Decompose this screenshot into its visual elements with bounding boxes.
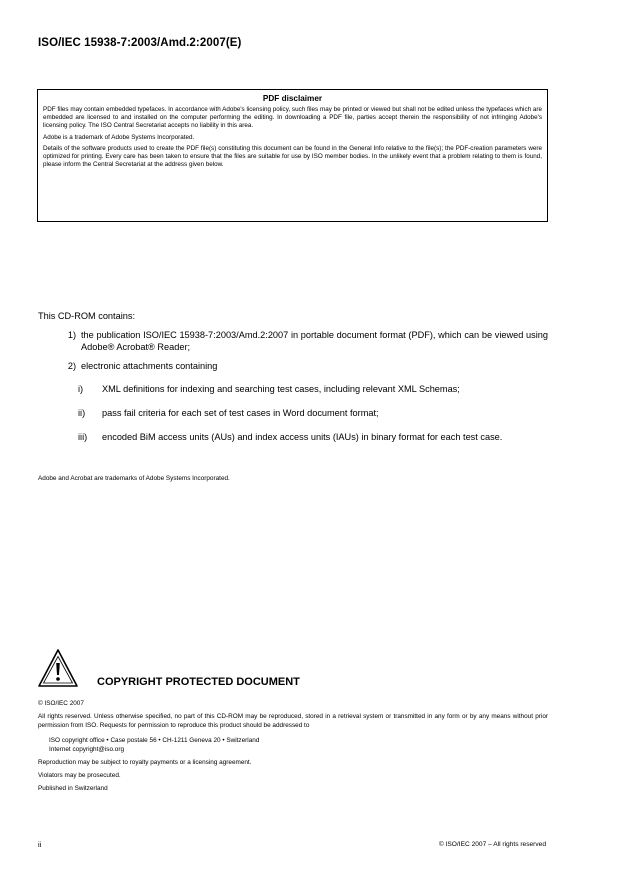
list-item xyxy=(38,361,548,373)
copyright-rights-text: All rights reserved. Unless otherwise specified, no part of this CD-ROM may be reproduced, stored in a retrieval system or transmitted in any form or by any means without prior permission from ISO. Requests for permission to reproduce this product should be addressed to xyxy=(38,713,548,729)
sub-list-item xyxy=(38,408,548,420)
warning-triangle-icon xyxy=(37,648,79,688)
list-item-text: electronic attachments containing xyxy=(81,361,218,371)
copyright-title: COPYRIGHT PROTECTED DOCUMENT xyxy=(97,676,300,688)
trademark-note: Adobe and Acrobat are trademarks of Adobe Systems Incorporated. xyxy=(38,475,230,482)
violators-note: Violators may be prosecuted. xyxy=(38,772,121,779)
list-item-number: 2) xyxy=(67,361,76,371)
copyright-internet: Internet copyright@iso.org xyxy=(49,746,125,753)
royalty-note: Reproduction may be subject to royalty payments or a licensing agreement. xyxy=(38,759,252,766)
sub-list-item-text: pass fail criteria for each set of test cases in Word document format; xyxy=(102,408,379,418)
disclaimer-paragraph-3: Details of the software products used to create the PDF file(s) constituting this document can be found in the General Info relative to the file(s); the PDF-creation parameters were optimized for printing. Every care has been taken to ensure that the files are suitable for use by ISO member bodies. In the unlikely event that a problem relating to them is found, please inform the Central Secretariat at the address given below. xyxy=(43,144,542,169)
sub-list-item-number: iii) xyxy=(78,432,88,442)
copyright-year: © ISO/IEC 2007 xyxy=(38,700,84,707)
sub-list-item-text: XML definitions for indexing and searching test cases, including relevant XML Schemas; xyxy=(102,384,460,394)
copyright-address: ISO copyright office • Case postale 56 • CH-1211 Geneva 20 • Switzerland xyxy=(49,737,260,744)
pdf-disclaimer-box xyxy=(37,89,548,222)
sub-list-item xyxy=(38,432,548,456)
page-number: ii xyxy=(38,840,42,849)
sub-list-item-number: ii) xyxy=(78,408,86,418)
disclaimer-paragraph-1: PDF files may contain embedded typefaces. In accordance with Adobe's licensing policy, such files may be printed or viewed but shall not be edited unless the typefaces which are embedded are licensed to and installed on the computer performing the editing. In downloading a PDF file, parties accept therein the responsibility of not infringing Adobe's licensing policy. The ISO Central Secretariat accepts no liability in this area. xyxy=(43,106,542,130)
footer-copyright: © ISO/IEC 2007 – All rights reserved xyxy=(438,841,546,848)
sub-list-item xyxy=(38,384,548,396)
list-item xyxy=(38,330,548,354)
contents-intro: This CD-ROM contains: xyxy=(38,311,135,321)
list-item-text: the publication ISO/IEC 15938-7:2003/Amd.2:2007 in portable document format (PDF), which can be viewed using Adobe® Acrobat® Reader; xyxy=(81,330,548,352)
sub-list-item-text: encoded BiM access units (AUs) and index access units (IAUs) in binary format for each test case. xyxy=(102,432,503,442)
list-item-number: 1) xyxy=(67,330,76,340)
disclaimer-paragraph-2: Adobe is a trademark of Adobe Systems Incorporated. xyxy=(43,133,195,141)
document-id-header: ISO/IEC 15938-7:2003/Amd.2:2007(E) xyxy=(38,37,242,49)
sub-list-item-number: i) xyxy=(78,384,84,394)
published-note: Published in Switzerland xyxy=(38,785,108,792)
disclaimer-title: PDF disclaimer xyxy=(262,94,323,103)
